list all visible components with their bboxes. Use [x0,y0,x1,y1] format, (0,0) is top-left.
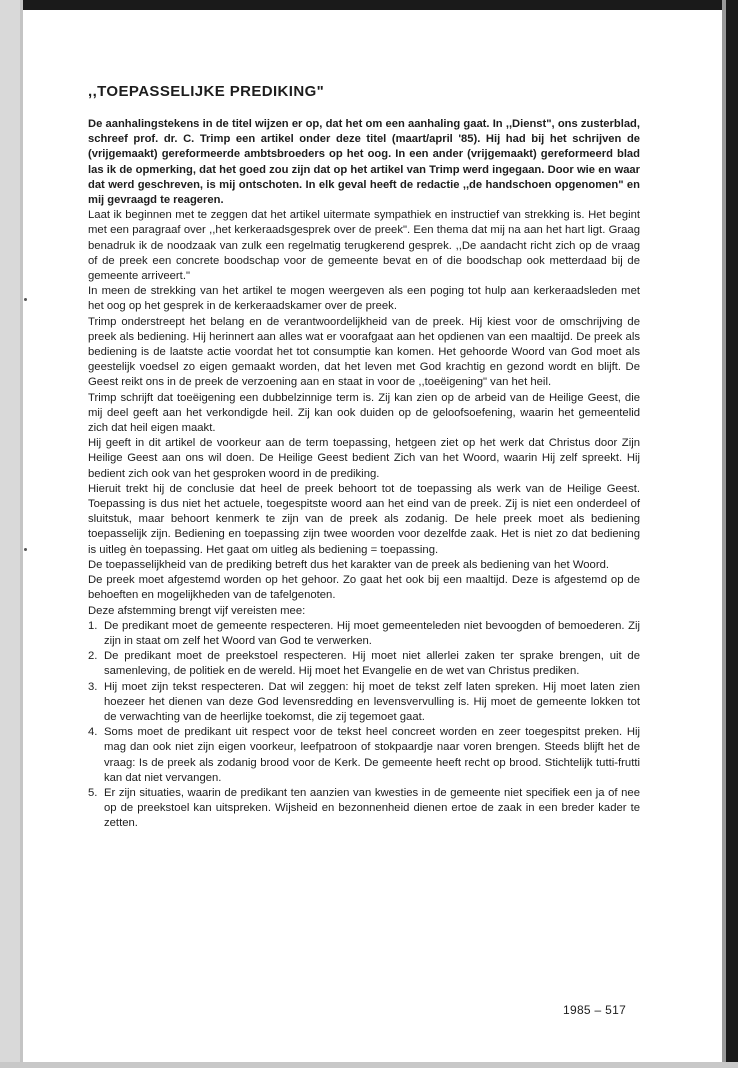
paragraph: Laat ik beginnen met te zeggen dat het artikel uitermate sympathiek en instructief van strekking is. Het begint met een paragraaf over ,,het kerkeraadsgesprek over de preek". Een thema dat mij na aan het hart ligt. Graag benadruk ik de noodzaak van zulk een regelmatig terugkerend gesprek. ,,De aandacht richt zich op de vraag of de preek een concrete boodschap voor de gemeente bevat en of die boodschap ook metterdaad bij de gemeente arriveert." [88,209,640,283]
list-number: 4. [88,726,98,739]
list-item [88,786,640,832]
list-number: 1. [88,619,98,632]
list-text: Hij moet zijn tekst respecteren. Dat wil zeggen: hij moet de tekst zelf laten spreken. Hij moet laten zien hoezeer het dienen van deze God levensredding en levensvervulling is. Hij moet de gemeente lokken tot de verwachting van de heerlijke toekomst, die zij tegemoet gaat. [104,680,640,723]
scan-top-edge [0,0,738,10]
list-text: Er zijn situaties, waarin de predikant ten aanzien van kwesties in de gemeente niet specifiek een ja of nee op de preekstoel kan uitspreken. Wijsheid en bezonnenheid dienen ertoe de zaak in een breder kader te zetten. [104,786,640,830]
scan-right-edge [726,0,738,1068]
list-text: Soms moet de predikant uit respect voor de tekst heel concreet worden en zeer toegespitst preken. Hij mag dan ook niet zijn eigen voorkeur, leefpatroon of stokpaardje naar voren brengen. Steeds blijft het de vraag: Is de preek als zodanig brood voor de Kerk. De gemeente heeft recht op brood. Stichtelijk tutti-frutti kan dat niet vervangen. [104,726,640,784]
paragraph: Hij geeft in dit artikel de voorkeur aan de term toepassing, hetgeen ziet op het werk dat Christus door Zijn Heilige Geest aan ons wil doen. De Heilige Geest bedient Zich van het Woord, waarin Hij zelf spreekt. Hij bedient zich ook van het gesproken woord in de prediking. [88,437,640,480]
article [88,83,640,832]
paragraph: De preek moet afgestemd worden op het gehoor. Zo gaat het ook bij een maaltijd. Deze is afgestemd op de behoeften en mogelijkheden van de tafelgenoten. [88,574,640,602]
list-text: De predikant moet de preekstoel respecteren. Hij moet niet allerlei zaken ter sprake brengen, uit de samenleving, de politiek en de wereld. Hij moet het Evangelie en de wet van Christus prediken. [104,650,640,678]
list-item [88,680,640,726]
paragraph: Deze afstemming brengt vijf vereisten mee: [88,604,306,617]
paragraph: Trimp schrijft dat toeëigening een dubbelzinnige term is. Zij kan zien op de arbeid van de Heilige Geest, die mij deel geeft aan het verkondigde heil. Zij kan ook duiden op de geloofsoefening, waarin het gemeentelid zich dat heil eigen maakt. [88,391,640,435]
list-number: 5. [88,786,98,799]
scan-speck [24,298,27,301]
list-number: 3. [88,680,98,693]
paragraph: Trimp onderstreept het belang en de verantwoordelijkheid van de preek. Hij kiest voor de omschrijving de preek als bediening. Hij herinnert aan alles wat er voorafgaat aan het opdienen van een maaltijd. De preek als bediening is de laatste actie voordat het tot consumptie kan komen. Het gehoorde Woord van God moet als geestelijk voedsel zo eigen gemaakt worden, dat het leven met God krachtig en gezond wordt en blijft. De Geest reikt ons in de preek de verzoening aan en staat in voor de ,,toeëigening" van het heil. [88,315,640,389]
list-number: 2. [88,650,98,663]
requirements-list [88,619,640,832]
article-title: ,,TOEPASSELIJKE PREDIKING" [88,83,325,100]
list-text: De predikant moet de gemeente respecteren. Hij moet gemeenteleden niet bevoogden of bemoederen. Zij zijn in staat om zelf het Woord van God te verwerken. [104,619,640,647]
list-item [88,725,640,786]
list-item [88,649,640,679]
scan-bottom-edge [0,1062,738,1068]
list-item [88,619,640,649]
paragraph: De toepasselijkheid van de prediking betreft dus het karakter van de preek als bediening van het Woord. [88,558,610,571]
article-intro: De aanhalingstekens in de titel wijzen er op, dat het om een aanhaling gaat. In ,,Dienst", ons zusterblad, schreef prof. dr. C. Trimp een artikel onder deze titel (maart/april '85). Hij had bij het schrijven de (vrijgemaakt) gereformeerde ambtsbroeders op het oog. In een ander (vrijgemaakt) gereformeerd blad las ik de opmerking, dat het goed zou zijn dat op het artikel van Trimp werd ingegaan. Door wie en waar dat werd geschreven, is mij ontschoten. In elk geval heeft de redactie ,,de handschoen opgenomen" en mij gevraagd te reageren. [88,118,640,207]
paragraph: In meen de strekking van het artikel te mogen weergeven als een poging tot hulp aan kerkeraadsleden met het oog op het gesprek in de kerkeraadskamer over de preek. [88,285,640,313]
paragraph: Hieruit trekt hij de conclusie dat heel de preek behoort tot de toepassing als werk van de Heilige Geest. Toepassing is dus niet het actuele, toegespitste woord aan het eind van de preek. Zij is niet een onderdeel of sluitstuk, maar behoort kenmerk te zijn van de preek als zodanig. De hele preek moet als bediening toepasselijk zijn. Bediening en toepassing zijn twee woorden voor dezelfde zaak. Het is niet zo dat bediening is uitleg èn toepassing. Het gaat om uitleg als bediening = toepassing. [88,482,640,556]
scan-left-margin [0,0,22,1068]
scan-left-fold [20,0,23,1068]
scan-speck [24,548,27,551]
page-number: 1985 – 517 [563,1003,627,1017]
scan-right-fold [722,0,726,1068]
